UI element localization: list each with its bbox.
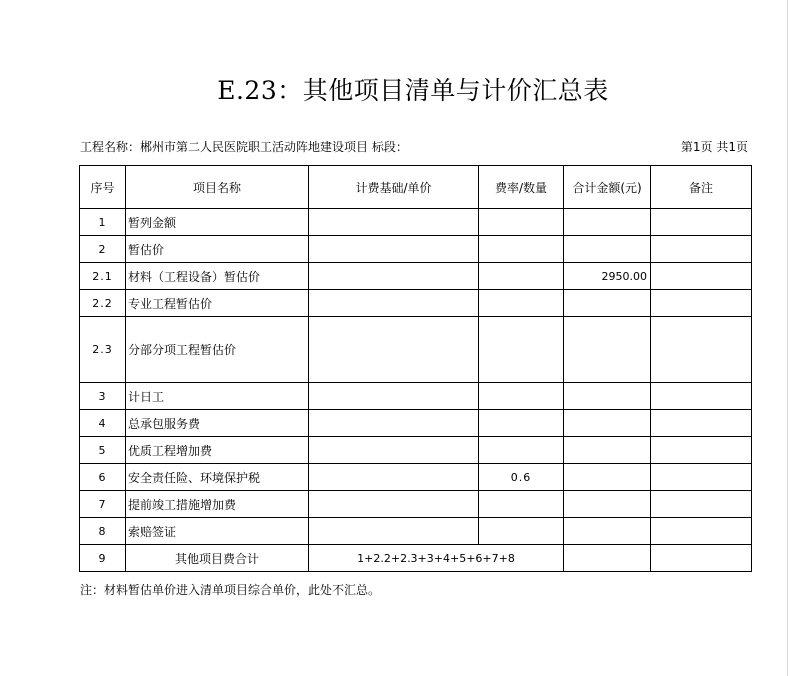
row-basis: [309, 236, 479, 263]
row-amount: 2950.00: [564, 263, 651, 290]
row-no: 3: [80, 383, 126, 410]
table-header-row: [80, 166, 752, 209]
row-amount: [564, 209, 651, 236]
row-basis: [309, 209, 479, 236]
total-remark: [651, 545, 752, 572]
row-no: 8: [80, 518, 126, 545]
row-no: 6: [80, 464, 126, 491]
table-row: [80, 464, 752, 491]
row-basis: [309, 263, 479, 290]
project-name-line: 工程名称：郴州市第二人民医院职工活动阵地建设项目 标段：: [80, 140, 408, 154]
row-amount: [564, 317, 651, 383]
row-remark: [651, 464, 752, 491]
row-remark: [651, 236, 752, 263]
row-remark: [651, 209, 752, 236]
total-name: 其他项目费合计: [126, 545, 309, 572]
row-remark: [651, 290, 752, 317]
row-name: 安全责任险、环境保护税: [126, 464, 309, 491]
table-row: [80, 437, 752, 464]
page-indicator: 第1页 共1页: [680, 140, 748, 154]
row-name: 索赔签证: [126, 518, 309, 545]
row-amount: [564, 290, 651, 317]
row-remark: [651, 317, 752, 383]
row-basis: [309, 410, 479, 437]
row-rate: [479, 290, 564, 317]
table-row: [80, 263, 752, 290]
row-amount: [564, 236, 651, 263]
row-amount: [564, 491, 651, 518]
row-name: 优质工程增加费: [126, 437, 309, 464]
row-basis: [309, 464, 479, 491]
page-title: E.23：其他项目清单与计价汇总表: [217, 76, 609, 105]
row-amount: [564, 383, 651, 410]
row-rate: [479, 437, 564, 464]
row-rate: [479, 491, 564, 518]
other-items-summary-table: [79, 165, 752, 572]
table-row: [80, 317, 752, 383]
total-no: 9: [80, 545, 126, 572]
row-amount: [564, 464, 651, 491]
table-row: [80, 236, 752, 263]
row-rate: [479, 236, 564, 263]
table-row: [80, 491, 752, 518]
header-basis: 计费基础/单价: [309, 166, 479, 209]
row-rate: 0.6: [479, 464, 564, 491]
row-name: 总承包服务费: [126, 410, 309, 437]
row-rate: [479, 410, 564, 437]
row-no: 2: [80, 236, 126, 263]
row-remark: [651, 437, 752, 464]
row-name: 提前竣工措施增加费: [126, 491, 309, 518]
row-name: 计日工: [126, 383, 309, 410]
row-rate: [479, 518, 564, 545]
row-remark: [651, 410, 752, 437]
row-amount: [564, 518, 651, 545]
row-no: 5: [80, 437, 126, 464]
total-amount: [564, 545, 651, 572]
row-rate: [479, 383, 564, 410]
header-name: 项目名称: [126, 166, 309, 209]
row-remark: [651, 383, 752, 410]
row-name: 材料（工程设备）暂估价: [126, 263, 309, 290]
row-basis: [309, 437, 479, 464]
table-row: [80, 383, 752, 410]
row-no: 2.1: [80, 263, 126, 290]
total-row: [80, 545, 752, 572]
row-basis: [309, 290, 479, 317]
row-remark: [651, 518, 752, 545]
row-no: 1: [80, 209, 126, 236]
row-remark: [651, 263, 752, 290]
row-no: 4: [80, 410, 126, 437]
table-row: [80, 209, 752, 236]
row-name: 暂列金额: [126, 209, 309, 236]
row-name: 暂估价: [126, 236, 309, 263]
row-basis: [309, 518, 479, 545]
row-no: 2.3: [80, 317, 126, 383]
row-amount: [564, 437, 651, 464]
row-name: 专业工程暂估价: [126, 290, 309, 317]
row-basis: [309, 383, 479, 410]
table-row: [80, 410, 752, 437]
row-no: 7: [80, 491, 126, 518]
row-rate: [479, 209, 564, 236]
row-rate: [479, 263, 564, 290]
row-basis: [309, 491, 479, 518]
row-no: 2.2: [80, 290, 126, 317]
header-rate: 费率/数量: [479, 166, 564, 209]
table-row: [80, 290, 752, 317]
header-remark: 备注: [651, 166, 752, 209]
total-basis: 1+2.2+2.3+3+4+5+6+7+8: [309, 545, 564, 572]
row-basis: [309, 317, 479, 383]
footnote: 注：材料暂估单价进入清单项目综合单价，此处不汇总。: [80, 583, 381, 597]
header-no: 序号: [80, 166, 126, 209]
header-amount: 合计金额(元): [564, 166, 651, 209]
table-row: [80, 518, 752, 545]
row-rate: [479, 317, 564, 383]
row-name: 分部分项工程暂估价: [126, 317, 309, 383]
row-amount: [564, 410, 651, 437]
row-remark: [651, 491, 752, 518]
